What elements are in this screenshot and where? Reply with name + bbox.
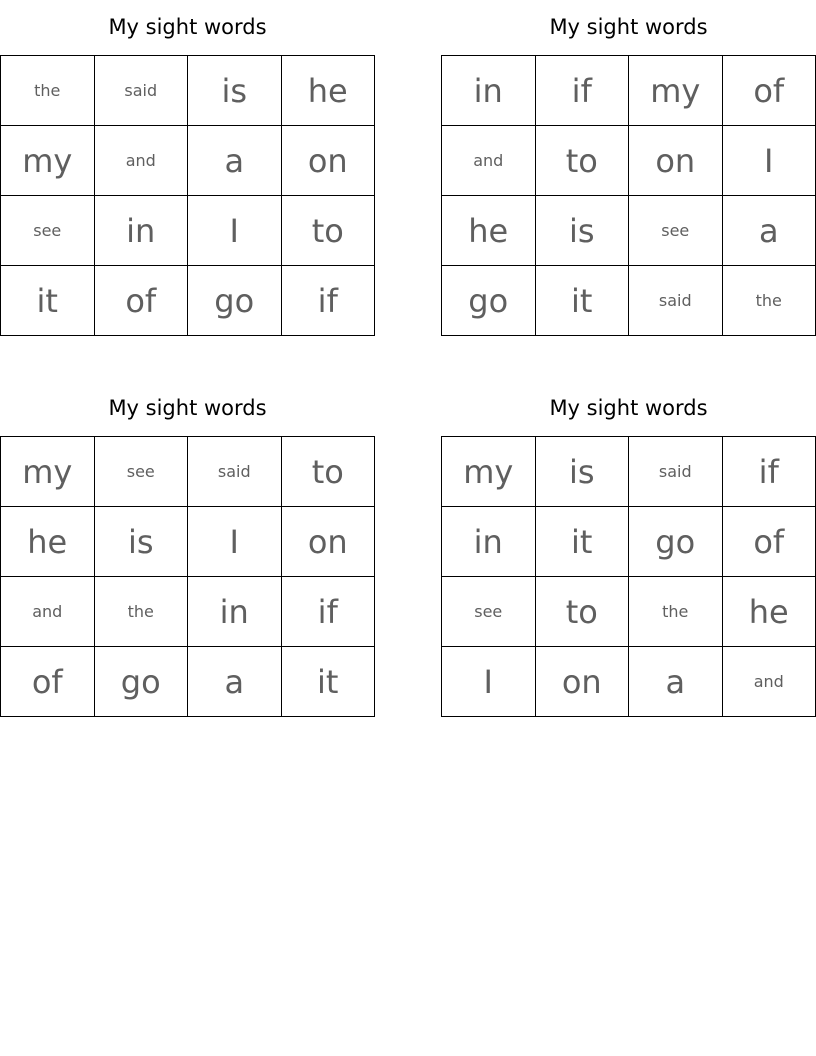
card-title: My sight words	[549, 396, 708, 420]
grid-row	[1, 126, 375, 196]
word-cell: in	[442, 56, 536, 126]
word-cell: go	[629, 507, 723, 577]
word-cell: on	[281, 126, 375, 196]
grid-row	[1, 196, 375, 266]
word-cell: the	[94, 577, 188, 647]
word-cell: and	[442, 126, 536, 196]
grid-row	[1, 266, 375, 336]
word-cell: the	[1, 56, 95, 126]
word-cell: of	[722, 56, 816, 126]
word-cell: I	[722, 126, 816, 196]
word-cell: to	[535, 126, 629, 196]
word-cell: I	[188, 507, 282, 577]
word-cell: it	[535, 266, 629, 336]
grid-row	[442, 507, 816, 577]
grid-row	[442, 437, 816, 507]
word-cell: it	[1, 266, 95, 336]
word-cell: see	[442, 577, 536, 647]
grid-row	[442, 577, 816, 647]
word-cell: go	[442, 266, 536, 336]
word-cell: he	[722, 577, 816, 647]
grid-row	[1, 647, 375, 717]
word-cell: see	[94, 437, 188, 507]
word-cell: go	[94, 647, 188, 717]
grid-row	[442, 196, 816, 266]
word-cell: my	[1, 437, 95, 507]
word-cell: he	[281, 56, 375, 126]
word-cell: is	[535, 196, 629, 266]
card-title: My sight words	[108, 15, 267, 39]
word-grid	[0, 436, 375, 717]
word-cell: he	[442, 196, 536, 266]
word-cell: and	[1, 577, 95, 647]
word-cell: of	[722, 507, 816, 577]
word-cell: said	[188, 437, 282, 507]
word-cell: a	[629, 647, 723, 717]
word-cell: if	[722, 437, 816, 507]
word-cell: is	[94, 507, 188, 577]
word-grid	[441, 55, 816, 336]
card-title: My sight words	[108, 396, 267, 420]
grid-row	[1, 437, 375, 507]
word-cell: said	[629, 437, 723, 507]
word-cell: of	[94, 266, 188, 336]
word-cell: and	[94, 126, 188, 196]
grid-row	[1, 56, 375, 126]
word-cell: in	[94, 196, 188, 266]
word-cell: I	[188, 196, 282, 266]
word-cell: on	[629, 126, 723, 196]
word-cell: in	[442, 507, 536, 577]
word-grid	[441, 436, 816, 717]
word-cell: and	[722, 647, 816, 717]
grid-row	[442, 126, 816, 196]
word-cell: a	[722, 196, 816, 266]
word-cell: is	[188, 56, 282, 126]
word-cell: he	[1, 507, 95, 577]
word-cell: I	[442, 647, 536, 717]
word-cell: see	[1, 196, 95, 266]
word-cell: said	[629, 266, 723, 336]
word-cell: to	[535, 577, 629, 647]
word-cell: in	[188, 577, 282, 647]
word-cell: a	[188, 647, 282, 717]
word-grid	[0, 55, 375, 336]
word-cell: to	[281, 437, 375, 507]
word-cell: is	[535, 437, 629, 507]
word-cell: if	[281, 577, 375, 647]
word-cell: go	[188, 266, 282, 336]
grid-row	[1, 577, 375, 647]
word-cell: my	[629, 56, 723, 126]
card-title: My sight words	[549, 15, 708, 39]
word-cell: the	[722, 266, 816, 336]
word-cell: my	[1, 126, 95, 196]
word-cell: the	[629, 577, 723, 647]
word-cell: on	[281, 507, 375, 577]
word-cell: said	[94, 56, 188, 126]
word-cell: if	[281, 266, 375, 336]
word-cell: it	[535, 507, 629, 577]
grid-row	[442, 647, 816, 717]
grid-row	[442, 266, 816, 336]
word-cell: if	[535, 56, 629, 126]
word-cell: it	[281, 647, 375, 717]
word-cell: see	[629, 196, 723, 266]
word-cell: to	[281, 196, 375, 266]
grid-row	[1, 507, 375, 577]
word-cell: of	[1, 647, 95, 717]
word-cell: a	[188, 126, 282, 196]
grid-row	[442, 56, 816, 126]
word-cell: on	[535, 647, 629, 717]
word-cell: my	[442, 437, 536, 507]
